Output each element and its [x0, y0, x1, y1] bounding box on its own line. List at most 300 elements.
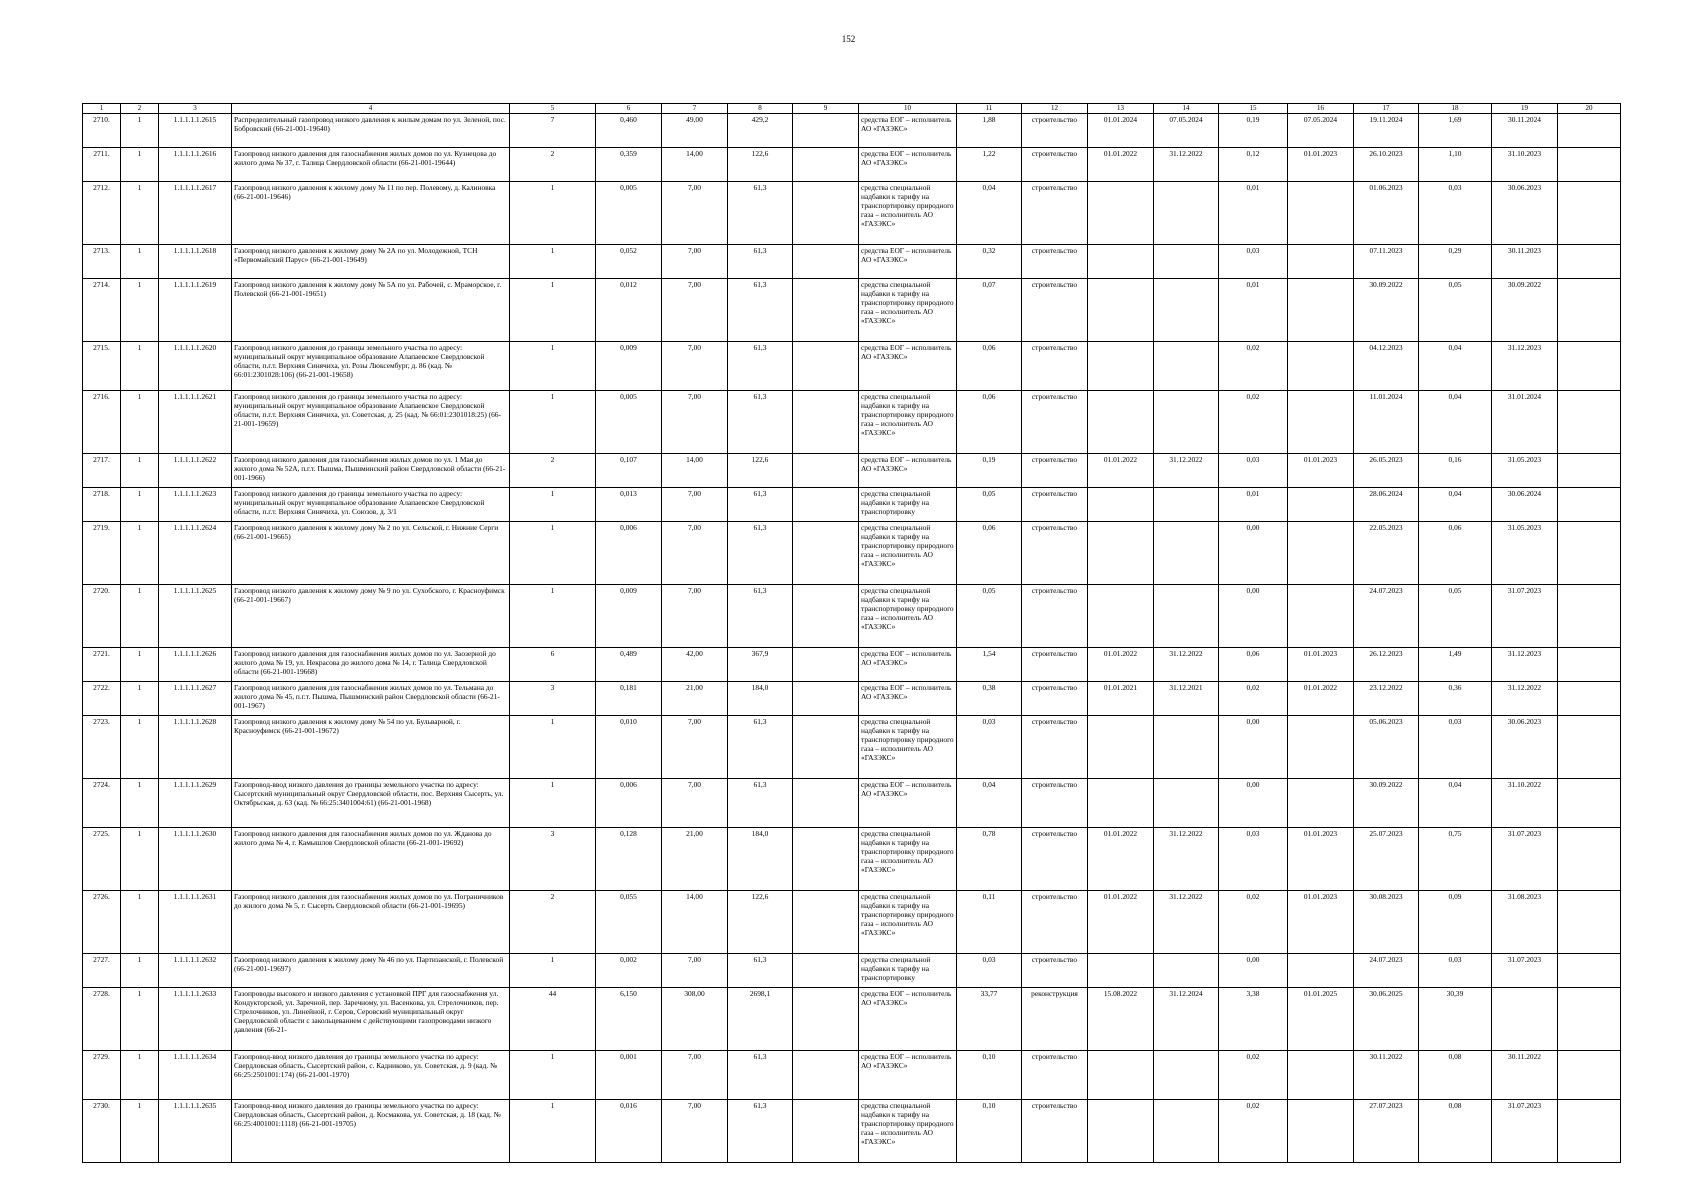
cell-code: 1.1.1.1.1.2615 [159, 113, 232, 147]
cell-code: 1.1.1.1.1.2618 [159, 244, 232, 278]
cell-d3 [1288, 341, 1354, 390]
cell-name: Газопроводы высокого и низкого давления с установкой ПРГ для газоснабжения ул. Кондукторской, ул. Заречной, пер. Заречному, ул. Васенкова, ул. Стрелочников, пер. Стрелочников, ул. Линейной, г. Серов, Серовский муниципальный округ Свердловской области с закольцеванием с действующими газопроводами низкого давления (66-21- [232, 987, 510, 1050]
cell-d2 [1154, 584, 1219, 647]
cell-source: средства специальной надбавки к тарифу на транспортировку природного газа – исполнитель АО «ГАЗЭКС» [859, 1099, 957, 1162]
cell-c15: 0,06 [1219, 647, 1288, 681]
cell-no: 2716. [83, 390, 121, 453]
cell-work: строительство [1022, 681, 1088, 715]
cell-c8: 122,6 [728, 453, 793, 487]
cell-code: 1.1.1.1.1.2635 [159, 1099, 232, 1162]
cell-c6: 0,052 [596, 244, 662, 278]
cell-c9 [793, 890, 859, 953]
cell-c2: 1 [121, 681, 159, 715]
cell-d3 [1288, 521, 1354, 584]
cell-d5: 31.05.2023 [1492, 453, 1558, 487]
cell-d1: 01.01.2022 [1088, 453, 1154, 487]
cell-c18: 0,04 [1419, 390, 1492, 453]
cell-d2 [1154, 1099, 1219, 1162]
cell-c20 [1558, 584, 1621, 647]
cell-c2: 1 [121, 778, 159, 827]
cell-name: Газопровод-ввод низкого давления до границы земельного участка по адресу: Сысертский муниципальный округ Свердловской области, пос. Верхняя Сысерть, ул. Октябрьская, д. 63 (кад. № 66:25:3401004:61) (66-21-001-1968) [232, 778, 510, 827]
cell-d2 [1154, 953, 1219, 987]
cell-name: Газопровод низкого давления для газоснабжения жилых домов по ул. Заозерной до жилого дома № 19, ул. Некрасова до жилого дома № 14, г. Талица Свердловской области (66-21-001-19668) [232, 647, 510, 681]
cell-no: 2717. [83, 453, 121, 487]
cell-source: средства специальной надбавки к тарифу на транспортировку природного газа – исполнитель АО «ГАЗЭКС» [859, 278, 957, 341]
cell-name: Газопровод-ввод низкого давления до границы земельного участка по адресу: Свердловская область, Сысертский район, д. Космакова, ул. Советская, д. 18 (кад. № 66:25:4001001:1118) (66-21-001-19705) [232, 1099, 510, 1162]
cell-c9 [793, 147, 859, 181]
table-body [83, 113, 1621, 1162]
cell-c9 [793, 278, 859, 341]
cell-c2: 1 [121, 521, 159, 584]
cell-c9 [793, 341, 859, 390]
cell-c8: 429,2 [728, 113, 793, 147]
cell-c9 [793, 681, 859, 715]
cell-c5: 1 [510, 953, 596, 987]
cell-d1: 01.01.2022 [1088, 827, 1154, 890]
cell-d3 [1288, 953, 1354, 987]
cell-c6: 0,012 [596, 278, 662, 341]
cell-c6: 0,128 [596, 827, 662, 890]
column-header: 15 [1219, 104, 1288, 114]
cell-c9 [793, 453, 859, 487]
cell-code: 1.1.1.1.1.2634 [159, 1050, 232, 1099]
cell-c9 [793, 521, 859, 584]
cell-c7: 14,00 [662, 147, 728, 181]
cell-d4: 23.12.2022 [1354, 681, 1419, 715]
cell-code: 1.1.1.1.1.2624 [159, 521, 232, 584]
cell-code: 1.1.1.1.1.2619 [159, 278, 232, 341]
cell-no: 2713. [83, 244, 121, 278]
cell-c8: 61,3 [728, 715, 793, 778]
cell-source: средства ЕОГ – исполнитель АО «ГАЗЭКС» [859, 987, 957, 1050]
table-row [83, 681, 1621, 715]
cell-c8: 61,3 [728, 487, 793, 521]
cell-d5: 30.09.2022 [1492, 278, 1558, 341]
cell-work: строительство [1022, 113, 1088, 147]
cell-c15: 0,03 [1219, 827, 1288, 890]
cell-c15: 0,00 [1219, 953, 1288, 987]
cell-code: 1.1.1.1.1.2625 [159, 584, 232, 647]
column-header: 14 [1154, 104, 1219, 114]
cell-source: средства специальной надбавки к тарифу на транспортировку [859, 953, 957, 987]
register-table [82, 103, 1621, 1163]
cell-c8: 61,3 [728, 953, 793, 987]
cell-c2: 1 [121, 584, 159, 647]
cell-c6: 0,009 [596, 584, 662, 647]
cell-c2: 1 [121, 715, 159, 778]
cell-d4: 24.07.2023 [1354, 584, 1419, 647]
cell-c6: 0,006 [596, 778, 662, 827]
cell-c8: 61,3 [728, 341, 793, 390]
cell-c7: 42,00 [662, 647, 728, 681]
cell-c2: 1 [121, 147, 159, 181]
column-header: 8 [728, 104, 793, 114]
cell-c9 [793, 1050, 859, 1099]
cell-name: Газопровод низкого давления до границы земельного участка по адресу: муниципальный округ муниципальное образование Алапаевское Свердловской области, п.г.т. Верхняя Синячиха, ул. Советская, д. 25 (кад. № 66:01:2301018:25) (66-21-001-19659) [232, 390, 510, 453]
cell-d5: 31.12.2022 [1492, 681, 1558, 715]
cell-code: 1.1.1.1.1.2631 [159, 890, 232, 953]
cell-d1 [1088, 715, 1154, 778]
cell-c9 [793, 987, 859, 1050]
column-header: 12 [1022, 104, 1088, 114]
cell-c2: 1 [121, 987, 159, 1050]
cell-work: строительство [1022, 953, 1088, 987]
cell-c2: 1 [121, 453, 159, 487]
cell-c6: 0,005 [596, 390, 662, 453]
cell-c2: 1 [121, 1050, 159, 1099]
cell-d3: 07.05.2024 [1288, 113, 1354, 147]
cell-c7: 7,00 [662, 778, 728, 827]
cell-c11: 0,78 [957, 827, 1022, 890]
table-row [83, 521, 1621, 584]
cell-c5: 1 [510, 487, 596, 521]
cell-c2: 1 [121, 827, 159, 890]
cell-c18: 0,09 [1419, 890, 1492, 953]
cell-c20 [1558, 147, 1621, 181]
cell-d4: 24.07.2023 [1354, 953, 1419, 987]
cell-c2: 1 [121, 390, 159, 453]
cell-work: строительство [1022, 715, 1088, 778]
cell-c8: 61,3 [728, 390, 793, 453]
cell-c5: 1 [510, 1099, 596, 1162]
cell-c15: 0,00 [1219, 778, 1288, 827]
cell-no: 2712. [83, 181, 121, 244]
cell-d4: 27.07.2023 [1354, 1099, 1419, 1162]
cell-d1 [1088, 341, 1154, 390]
cell-c5: 1 [510, 278, 596, 341]
table-row [83, 244, 1621, 278]
cell-d4: 30.06.2025 [1354, 987, 1419, 1050]
cell-d2 [1154, 487, 1219, 521]
cell-no: 2715. [83, 341, 121, 390]
cell-c15: 3,38 [1219, 987, 1288, 1050]
cell-d4: 26.12.2023 [1354, 647, 1419, 681]
cell-c6: 0,002 [596, 953, 662, 987]
cell-c8: 61,3 [728, 521, 793, 584]
cell-d4: 30.09.2022 [1354, 778, 1419, 827]
cell-d5: 31.10.2023 [1492, 147, 1558, 181]
cell-c7: 7,00 [662, 1050, 728, 1099]
cell-name: Газопровод низкого давления к жилому дому № 11 по пер. Полевому, д. Калиновка (66-21-001-19646) [232, 181, 510, 244]
cell-c6: 0,013 [596, 487, 662, 521]
table-row [83, 453, 1621, 487]
cell-c8: 61,3 [728, 244, 793, 278]
column-header: 2 [121, 104, 159, 114]
cell-source: средства специальной надбавки к тарифу на транспортировку природного газа – исполнитель АО «ГАЗЭКС» [859, 521, 957, 584]
cell-d4: 30.09.2022 [1354, 278, 1419, 341]
cell-work: строительство [1022, 1099, 1088, 1162]
cell-c11: 0,10 [957, 1050, 1022, 1099]
cell-d5: 31.01.2024 [1492, 390, 1558, 453]
cell-c7: 7,00 [662, 584, 728, 647]
cell-c7: 7,00 [662, 715, 728, 778]
cell-d3 [1288, 244, 1354, 278]
cell-d4: 19.11.2024 [1354, 113, 1419, 147]
cell-d2: 31.12.2021 [1154, 681, 1219, 715]
cell-c11: 0,06 [957, 341, 1022, 390]
cell-no: 2726. [83, 890, 121, 953]
cell-c20 [1558, 390, 1621, 453]
cell-c5: 1 [510, 390, 596, 453]
cell-c7: 7,00 [662, 521, 728, 584]
cell-c20 [1558, 278, 1621, 341]
cell-work: строительство [1022, 244, 1088, 278]
cell-d3 [1288, 278, 1354, 341]
cell-c18: 0,75 [1419, 827, 1492, 890]
cell-d3 [1288, 487, 1354, 521]
cell-d5: 31.10.2022 [1492, 778, 1558, 827]
cell-c6: 0,009 [596, 341, 662, 390]
cell-c18: 1,10 [1419, 147, 1492, 181]
cell-c15: 0,01 [1219, 181, 1288, 244]
cell-c20 [1558, 953, 1621, 987]
cell-c15: 0,02 [1219, 1099, 1288, 1162]
cell-d4: 26.05.2023 [1354, 453, 1419, 487]
cell-d4: 26.10.2023 [1354, 147, 1419, 181]
cell-c20 [1558, 890, 1621, 953]
cell-c5: 3 [510, 827, 596, 890]
column-header: 3 [159, 104, 232, 114]
cell-d2 [1154, 341, 1219, 390]
cell-work: строительство [1022, 827, 1088, 890]
table-row [83, 390, 1621, 453]
cell-c7: 21,00 [662, 681, 728, 715]
cell-c7: 49,00 [662, 113, 728, 147]
cell-c7: 7,00 [662, 1099, 728, 1162]
table-row [83, 827, 1621, 890]
cell-c18: 0,04 [1419, 487, 1492, 521]
cell-d1 [1088, 181, 1154, 244]
cell-d4: 25.07.2023 [1354, 827, 1419, 890]
cell-d3 [1288, 778, 1354, 827]
cell-d2: 31.12.2024 [1154, 987, 1219, 1050]
cell-code: 1.1.1.1.1.2617 [159, 181, 232, 244]
cell-d2: 31.12.2022 [1154, 147, 1219, 181]
cell-name: Газопровод-ввод низкого давления до границы земельного участка по адресу: Свердловская область, Сысертский район, с. Кадниково, ул. Советская, д. 9 (кад. № 66:25:2501001:174) (66-21-001-1970) [232, 1050, 510, 1099]
cell-c15: 0,00 [1219, 715, 1288, 778]
table-row [83, 778, 1621, 827]
cell-work: строительство [1022, 584, 1088, 647]
cell-c11: 0,19 [957, 453, 1022, 487]
cell-c15: 0,19 [1219, 113, 1288, 147]
cell-d3 [1288, 584, 1354, 647]
cell-code: 1.1.1.1.1.2622 [159, 453, 232, 487]
cell-code: 1.1.1.1.1.2629 [159, 778, 232, 827]
cell-d4: 07.11.2023 [1354, 244, 1419, 278]
cell-d2 [1154, 715, 1219, 778]
cell-c8: 184,0 [728, 827, 793, 890]
cell-c5: 1 [510, 584, 596, 647]
cell-c15: 0,00 [1219, 521, 1288, 584]
cell-source: средства специальной надбавки к тарифу на транспортировку природного газа – исполнитель АО «ГАЗЭКС» [859, 584, 957, 647]
cell-no: 2719. [83, 521, 121, 584]
cell-c11: 0,05 [957, 487, 1022, 521]
cell-d2 [1154, 521, 1219, 584]
column-header: 13 [1088, 104, 1154, 114]
cell-c6: 0,181 [596, 681, 662, 715]
cell-c20 [1558, 181, 1621, 244]
cell-c20 [1558, 647, 1621, 681]
cell-c9 [793, 584, 859, 647]
cell-c18: 0,29 [1419, 244, 1492, 278]
cell-c7: 7,00 [662, 953, 728, 987]
cell-d3: 01.01.2023 [1288, 147, 1354, 181]
cell-d1: 01.01.2022 [1088, 647, 1154, 681]
cell-d3 [1288, 390, 1354, 453]
cell-d1 [1088, 278, 1154, 341]
cell-c2: 1 [121, 890, 159, 953]
cell-d5: 30.11.2022 [1492, 1050, 1558, 1099]
cell-work: строительство [1022, 341, 1088, 390]
cell-name: Газопровод низкого давления до границы земельного участка по адресу: муниципальный округ муниципальное образование Алапаевское Свердловской области, п.г.т. Верхняя Синячиха, ул. Розы Люксембург, д. 86 (кад. № 66:01:2301028:106) (66-21-001-19658) [232, 341, 510, 390]
cell-no: 2718. [83, 487, 121, 521]
cell-c2: 1 [121, 341, 159, 390]
cell-c18: 1,69 [1419, 113, 1492, 147]
cell-name: Газопровод низкого давления для газоснабжения жилых домов по ул. Пограничников до жилого дома № 5, г. Сысерть Свердловской области (66-21-001-19695) [232, 890, 510, 953]
cell-c7: 308,00 [662, 987, 728, 1050]
cell-name: Газопровод низкого давления для газоснабжения жилых домов по ул. 1 Мая до жилого дома № 52А, п.г.т. Пышма, Пышминский район Свердловской области (66-21-001-1966) [232, 453, 510, 487]
cell-d4: 05.06.2023 [1354, 715, 1419, 778]
cell-c11: 0,07 [957, 278, 1022, 341]
cell-c20 [1558, 341, 1621, 390]
column-header: 20 [1558, 104, 1621, 114]
cell-no: 2710. [83, 113, 121, 147]
cell-name: Газопровод низкого давления к жилому дому № 54 по ул. Бульварной, г. Красноуфимск (66-21-001-19672) [232, 715, 510, 778]
cell-source: средства специальной надбавки к тарифу на транспортировку природного газа – исполнитель АО «ГАЗЭКС» [859, 890, 957, 953]
cell-work: строительство [1022, 181, 1088, 244]
table-row [83, 341, 1621, 390]
cell-c20 [1558, 715, 1621, 778]
cell-c11: 0,04 [957, 778, 1022, 827]
cell-d5: 30.06.2023 [1492, 181, 1558, 244]
cell-c11: 0,11 [957, 890, 1022, 953]
cell-c18: 0,04 [1419, 341, 1492, 390]
cell-c20 [1558, 453, 1621, 487]
cell-c6: 6,150 [596, 987, 662, 1050]
cell-d1 [1088, 1050, 1154, 1099]
cell-work: строительство [1022, 453, 1088, 487]
cell-c6: 0,006 [596, 521, 662, 584]
cell-d3: 01.01.2023 [1288, 890, 1354, 953]
cell-no: 2711. [83, 147, 121, 181]
cell-c15: 0,02 [1219, 681, 1288, 715]
cell-c2: 1 [121, 647, 159, 681]
cell-d2 [1154, 778, 1219, 827]
cell-name: Газопровод низкого давления к жилому дому № 2А по ул. Молодежной, ТСН «Первомайский Парус» (66-21-001-19649) [232, 244, 510, 278]
cell-source: средства ЕОГ – исполнитель АО «ГАЗЭКС» [859, 647, 957, 681]
cell-d2: 31.12.2022 [1154, 827, 1219, 890]
cell-no: 2723. [83, 715, 121, 778]
cell-c7: 7,00 [662, 390, 728, 453]
column-header: 9 [793, 104, 859, 114]
cell-c18: 30,39 [1419, 987, 1492, 1050]
cell-code: 1.1.1.1.1.2633 [159, 987, 232, 1050]
cell-no: 2720. [83, 584, 121, 647]
cell-d4: 30.08.2023 [1354, 890, 1419, 953]
cell-source: средства ЕОГ – исполнитель АО «ГАЗЭКС» [859, 453, 957, 487]
cell-c8: 61,3 [728, 1099, 793, 1162]
cell-source: средства ЕОГ – исполнитель АО «ГАЗЭКС» [859, 147, 957, 181]
cell-d5: 31.07.2023 [1492, 827, 1558, 890]
cell-c6: 0,005 [596, 181, 662, 244]
table-row [83, 278, 1621, 341]
table-row [83, 647, 1621, 681]
cell-code: 1.1.1.1.1.2626 [159, 647, 232, 681]
cell-c11: 0,04 [957, 181, 1022, 244]
cell-d5: 30.11.2023 [1492, 244, 1558, 278]
cell-c18: 0,03 [1419, 953, 1492, 987]
cell-source: средства специальной надбавки к тарифу на транспортировку природного газа – исполнитель АО «ГАЗЭКС» [859, 827, 957, 890]
table-row [83, 715, 1621, 778]
cell-c11: 0,03 [957, 715, 1022, 778]
cell-no: 2728. [83, 987, 121, 1050]
cell-d1: 01.01.2024 [1088, 113, 1154, 147]
table-row [83, 890, 1621, 953]
cell-c11: 0,10 [957, 1099, 1022, 1162]
cell-source: средства ЕОГ – исполнитель АО «ГАЗЭКС» [859, 341, 957, 390]
cell-d5: 30.11.2024 [1492, 113, 1558, 147]
table-row [83, 487, 1621, 521]
cell-d1: 01.01.2021 [1088, 681, 1154, 715]
cell-c15: 0,03 [1219, 453, 1288, 487]
cell-name: Газопровод низкого давления для газоснабжения жилых домов по ул. Жданова до жилого дома № 4, г. Камышлов Свердловской области (66-21-001-19692) [232, 827, 510, 890]
cell-work: строительство [1022, 778, 1088, 827]
cell-c6: 0,107 [596, 453, 662, 487]
cell-d2: 07.05.2024 [1154, 113, 1219, 147]
cell-work: строительство [1022, 890, 1088, 953]
cell-c8: 367,9 [728, 647, 793, 681]
cell-d1 [1088, 487, 1154, 521]
cell-c20 [1558, 827, 1621, 890]
cell-c5: 1 [510, 181, 596, 244]
cell-d3: 01.01.2025 [1288, 987, 1354, 1050]
cell-source: средства ЕОГ – исполнитель АО «ГАЗЭКС» [859, 113, 957, 147]
cell-c7: 7,00 [662, 278, 728, 341]
cell-c8: 2698,1 [728, 987, 793, 1050]
cell-c8: 61,3 [728, 1050, 793, 1099]
cell-c9 [793, 715, 859, 778]
header-row [83, 104, 1621, 114]
cell-source: средства ЕОГ – исполнитель АО «ГАЗЭКС» [859, 244, 957, 278]
cell-c15: 0,02 [1219, 1050, 1288, 1099]
cell-c20 [1558, 1099, 1621, 1162]
cell-d5: 31.07.2023 [1492, 1099, 1558, 1162]
cell-c15: 0,02 [1219, 390, 1288, 453]
cell-c20 [1558, 487, 1621, 521]
cell-c5: 1 [510, 778, 596, 827]
cell-c8: 61,3 [728, 584, 793, 647]
cell-d3 [1288, 1099, 1354, 1162]
cell-work: строительство [1022, 390, 1088, 453]
cell-c15: 0,12 [1219, 147, 1288, 181]
cell-c9 [793, 1099, 859, 1162]
cell-work: строительство [1022, 521, 1088, 584]
cell-d4: 01.06.2023 [1354, 181, 1419, 244]
cell-name: Газопровод низкого давления для газоснабжения жилых домов по ул. Тельмана до жилого дома № 45, п.г.т. Пышма, Пышминский район Свердловской области (66-21-001-1967) [232, 681, 510, 715]
cell-c11: 0,05 [957, 584, 1022, 647]
cell-c7: 21,00 [662, 827, 728, 890]
cell-d1 [1088, 584, 1154, 647]
cell-c5: 1 [510, 715, 596, 778]
cell-c5: 44 [510, 987, 596, 1050]
cell-c15: 0,03 [1219, 244, 1288, 278]
cell-d2: 31.12.2022 [1154, 890, 1219, 953]
cell-c20 [1558, 987, 1621, 1050]
cell-no: 2724. [83, 778, 121, 827]
cell-code: 1.1.1.1.1.2621 [159, 390, 232, 453]
cell-c20 [1558, 681, 1621, 715]
cell-c5: 2 [510, 147, 596, 181]
